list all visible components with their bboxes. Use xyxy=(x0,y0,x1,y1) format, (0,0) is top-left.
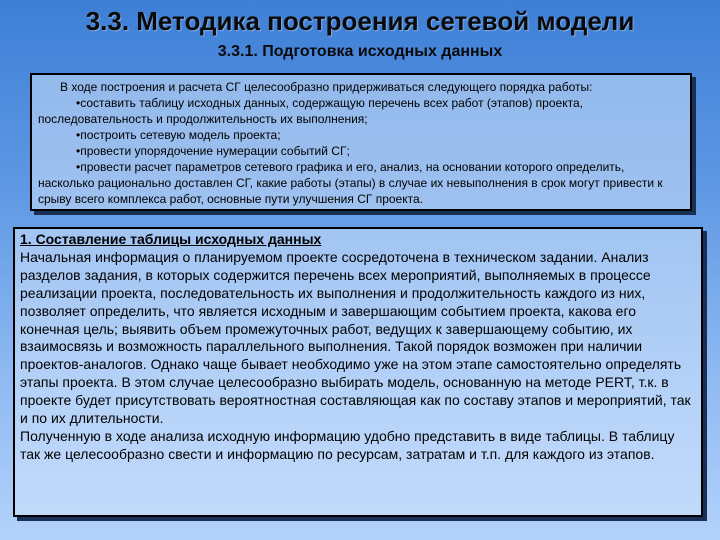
source-data-paragraph: Полученную в ходе анализа исходную информацию удобно представить в виде таблицы. В таблицу так же целесообразно свести и информацию по ресурсам, затратам и т.п. для каждого из этапов. xyxy=(20,427,675,462)
slide-title: 3.3. Методика построения сетевой модели xyxy=(85,6,635,36)
work-order-item: •провести упорядочение нумерации событий СГ; xyxy=(76,144,350,158)
source-data-heading: 1. Составление таблицы исходных данных xyxy=(20,231,322,247)
source-data-paragraph: Начальная информация о планируемом проекте сосредоточена в техническом задании. Анализ разделов задания, в которых содержится перечень всех мероприятий, выполняемых в процессе реализации проекта, последовательность их выполнения и продолжительность каждого из них, позволяет определить, что является исходным и завершающим событием проекта, какова его конечная цель; выявить объем промежуточных работ, ведущих к завершающему событию, их взаимосвязь и возможность параллельного выполнения. Такой порядок возможен при наличии проектов-аналогов. Однако чаще бывает необходимо уже на этом этапе самостоятельно определять этапы проекта. В этом случае целесообразно выбирать модель, основанную на методе PERT, т.к. в проекте будет присутствовать вероятностная составляющая как по составу этапов и мероприятий, так и по их длительности. xyxy=(20,248,691,427)
source-data-box xyxy=(13,227,703,517)
work-order-intro: В ходе построения и расчета СГ целесообразно придерживаться следующего порядка работы: xyxy=(60,80,593,94)
work-order-box xyxy=(30,73,692,211)
slide-subtitle: 3.3.1. Подготовка исходных данных xyxy=(217,43,503,60)
work-order-item: •составить таблицу исходных данных, содержащую перечень всех работ (этапов) проекта, последовательность и продолжительность их выполнения; xyxy=(38,96,583,126)
work-order-item: •провести расчет параметров сетевого графика и его, анализ, на основании которого определить, насколько рационально доставлен СГ, какие работы (этапы) в случае их невыполнения в срок могут привести к срыву всего комплекса работ, основные пути улучшения СГ проекта. xyxy=(38,160,663,206)
work-order-item: •построить сетевую модель проекта; xyxy=(76,128,281,142)
